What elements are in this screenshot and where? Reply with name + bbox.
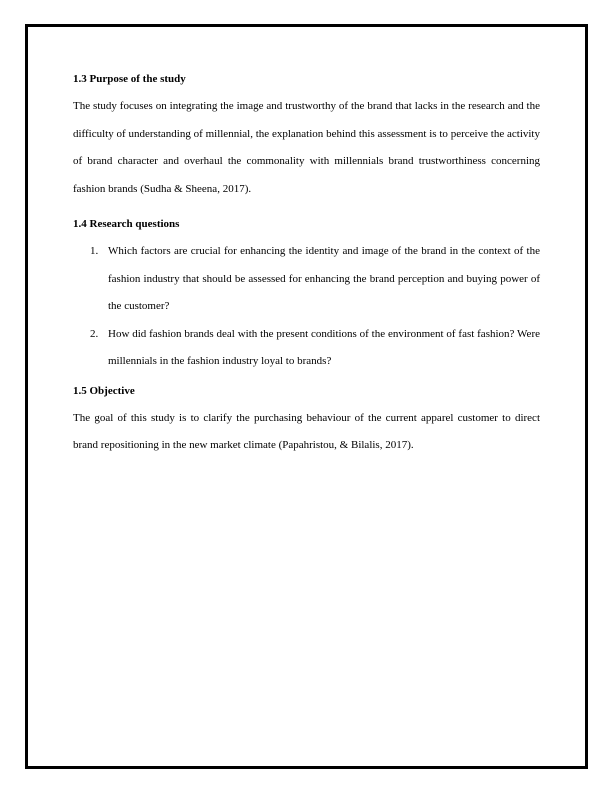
list-item-text: Which factors are crucial for enhancing the identity and image of the brand in the context of the fashion industry that should be assessed for enhancing the brand perception and buying power of the customer?	[108, 245, 540, 312]
section-heading-objective: 1.5 Objective	[73, 384, 135, 397]
section-heading-research-questions: 1.4 Research questions	[73, 218, 180, 230]
list-item-number: 1.	[90, 245, 99, 257]
list-item	[73, 238, 540, 321]
list-item-number: 2.	[90, 327, 99, 340]
section-heading-purpose: 1.3 Purpose of the study	[73, 73, 186, 85]
list-item-text: How did fashion brands deal with the present conditions of the environment of fast fashion? Were millennials in the fashion industry loyal to brands?	[108, 327, 540, 367]
section-paragraph-purpose: The study focuses on integrating the image and trustworthy of the brand that lacks in the research and the difficulty of understanding of millennial, the explanation behind this assessment is to perceive the activity of brand character and overhaul the commonality with millennials brand trustworthiness concerning fashion brands (Sudha & Sheena, 2017).	[73, 100, 540, 195]
section-paragraph-objective: The goal of this study is to clarify the purchasing behaviour of the current apparel customer to direct brand repositioning in the new market climate (Papahristou, & Bilalis, 2017).	[73, 411, 540, 451]
list-item	[73, 321, 540, 376]
research-questions-list	[73, 238, 540, 376]
document-body	[73, 68, 540, 460]
